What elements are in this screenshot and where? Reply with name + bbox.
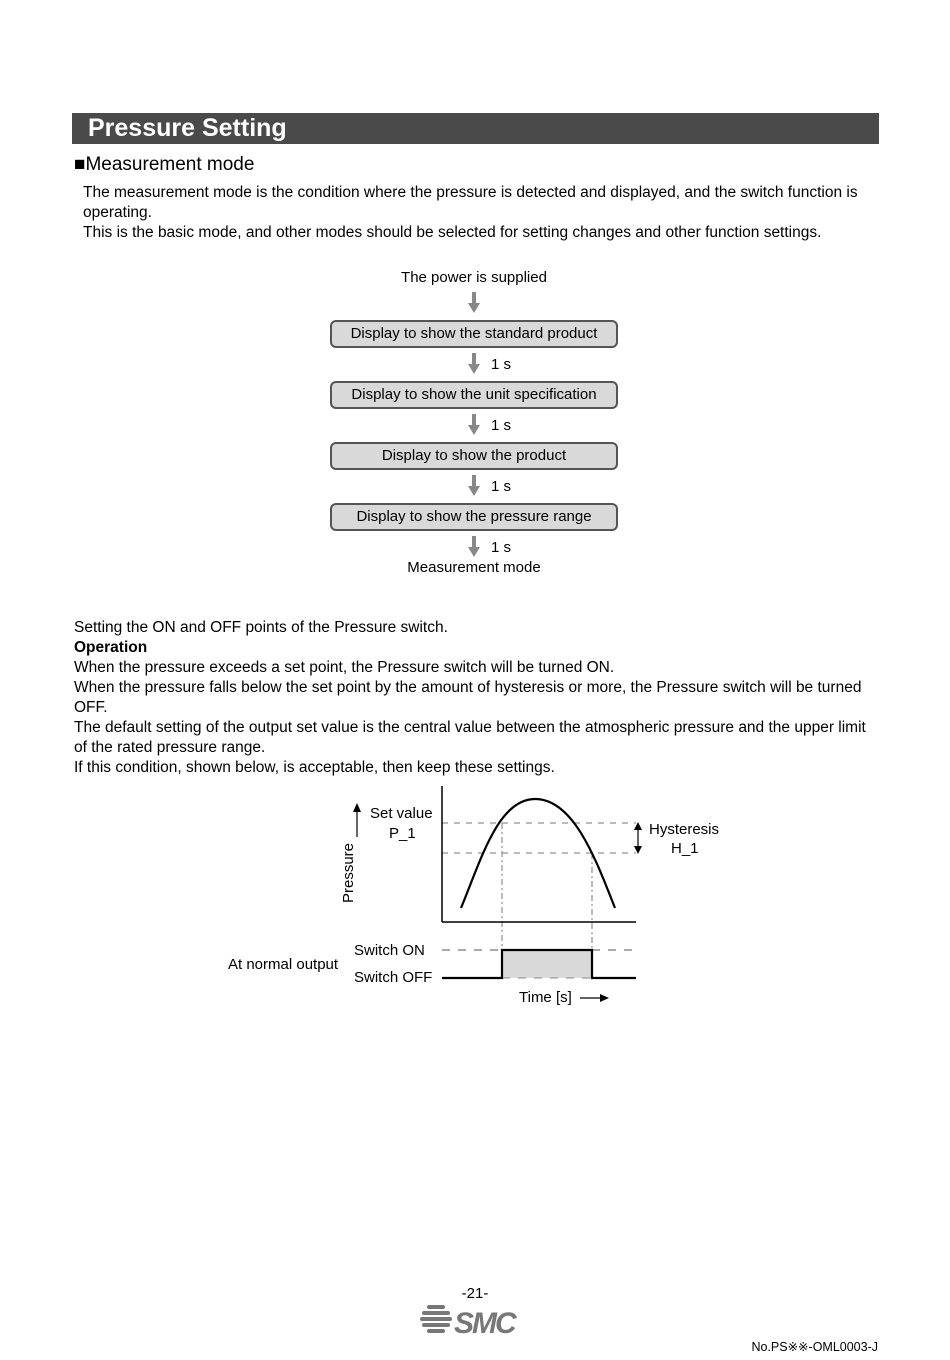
delay-label: 1 s <box>491 356 512 373</box>
svg-text:SMC: SMC <box>454 1307 515 1336</box>
flow-end: Measurement mode <box>407 559 541 576</box>
flow-step-3: Display to show the product <box>330 442 618 470</box>
operation-intro: Setting the ON and OFF points of the Pressure switch. <box>74 619 448 636</box>
time-label: Time [s] <box>519 989 572 1006</box>
set-value-label: Set value <box>370 805 433 822</box>
switch-on-pulse <box>502 950 592 978</box>
flow-step-2: Display to show the unit specification <box>330 381 618 409</box>
flow-step-4: Display to show the pressure range <box>330 503 618 531</box>
delay-label: 1 s <box>491 417 512 434</box>
y-axis-arrowhead <box>353 803 361 812</box>
intro-line-1: The measurement mode is the condition where the pressure is detected and displayed, and the switch function is operating. <box>83 184 858 221</box>
document-number: No.PS※※-OML0003-J <box>751 1340 878 1354</box>
intro-line-2: This is the basic mode, and other modes should be selected for setting changes and other function settings. <box>83 224 822 241</box>
subheading: ■Measurement mode <box>74 154 255 175</box>
operation-line-3: The default setting of the output set value is the central value between the atmospheric pressure and the upper limit of the rated pressure range. <box>74 719 866 756</box>
operation-text <box>74 618 879 778</box>
flow-start: The power is supplied <box>401 269 547 286</box>
delay-label: 1 s <box>491 478 512 495</box>
section-title: Pressure Setting <box>72 113 879 144</box>
operation-line-2: When the pressure falls below the set point by the amount of hysteresis or more, the Pressure switch will be turned OFF. <box>74 679 862 716</box>
time-arrowhead <box>600 994 609 1002</box>
operation-heading: Operation <box>74 639 148 656</box>
hysteresis-symbol: H_1 <box>671 840 699 857</box>
hysteresis-label: Hysteresis <box>649 821 720 838</box>
switch-off-label: Switch OFF <box>354 969 433 986</box>
down-arrow-icon <box>467 292 481 314</box>
operation-line-1: When the pressure exceeds a set point, the Pressure switch will be turned ON. <box>74 659 615 676</box>
y-axis-label: Pressure <box>340 842 357 903</box>
flow-step-1: Display to show the standard product <box>330 320 618 348</box>
down-arrow-icon <box>467 475 481 497</box>
operation-line-4: If this condition, shown below, is acceptable, then keep these settings. <box>74 759 555 776</box>
down-arrow-icon <box>467 414 481 436</box>
down-arrow-icon <box>467 536 481 558</box>
hysteresis-diagram <box>0 780 950 1020</box>
set-value-symbol: P_1 <box>389 825 416 842</box>
page-number: -21- <box>461 1285 489 1302</box>
intro-text <box>83 183 883 243</box>
delay-label: 1 s <box>491 539 512 556</box>
smc-logo-icon <box>420 1302 530 1336</box>
row-label: At normal output <box>228 956 339 973</box>
switch-on-label: Switch ON <box>354 942 425 959</box>
down-arrow-icon <box>467 353 481 375</box>
